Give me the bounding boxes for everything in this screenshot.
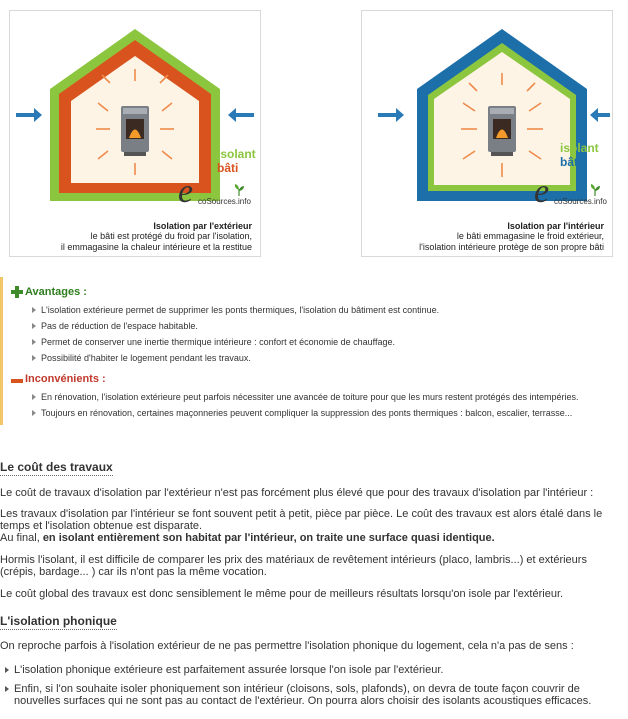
list-item: Possibilité d'habiter le logement pendant les travaux. <box>41 353 251 363</box>
label-bati: bâti <box>560 155 582 169</box>
list-item: Toujours en rénovation, certaines maçonneries peuvent compliquer la suppression des ponts thermiques : balcon, escalier, terrasse... <box>41 408 572 418</box>
advantages-title: Avantages : <box>25 286 87 298</box>
house-exterior-illustration <box>10 11 260 256</box>
paragraph: Le coût de travaux d'isolation par l'extérieur n'est pas forcément plus élevé que pour des travaux d'isolation par l'intérieur : <box>0 487 594 499</box>
paragraph: Hormis l'isolant, il est difficile de comparer les prix des matériaux de revêtement intérieurs (placo, lambris...) et extérieurs (crépis, bardage... ) car ils n'ont pas la même vocation. <box>0 554 587 578</box>
leaf-icon <box>588 183 602 197</box>
logo-mark: e <box>178 173 194 210</box>
caption-interior <box>419 221 604 253</box>
logo-mark: e <box>534 173 550 210</box>
section-heading-cost: Le coût des travaux <box>0 460 113 474</box>
section-heading-phonic: L'isolation phonique <box>0 614 117 628</box>
paragraph: On reproche parfois à l'isolation extérieur de ne pas permettre l'isolation phonique du logement, cela n'a pas de sens : <box>0 640 574 652</box>
caption-line: le bâti emmagasine le froid extérieur, <box>456 231 604 241</box>
label-isolant: isolant <box>217 147 256 161</box>
list-item: En rénovation, l'isolation extérieure peut parfois nécessiter une avancée de toiture pour que les murs restent protégés des intempéries. <box>41 392 579 402</box>
list-item: Pas de réduction de l'espace habitable. <box>41 321 198 331</box>
leaf-icon <box>232 183 246 197</box>
plus-icon <box>11 286 23 298</box>
pros-cons-box <box>0 277 628 425</box>
list-item: L'isolation extérieure permet de supprimer les ponts thermiques, l'isolation du bâtiment est continue. <box>41 305 439 315</box>
house-interior-illustration <box>362 11 612 256</box>
paragraph: Les travaux d'isolation par l'intérieur se font souvent petit à petit, pièce par pièce. Le coût des travaux est alors étalé dans le temps et l'isolation obtenue est disparate. Au final, en isolant entièrement son habitat par l'intérieur, on traite une surface quasi identique. <box>0 508 603 544</box>
list-item: Enfin, si l'on souhaite isoler phoniquement son intérieur (cloisons, sols, plafonds), on devra de toute façon couvrir de nouvelles surfaces qui ne sont pas au contact de l'extérieur. On pourra alors choisir des isolants acoustiques efficaces. <box>5 683 624 707</box>
logo-text: coSources.info <box>198 197 251 206</box>
list-item: L'isolation phonique extérieure est parfaitement assurée lorsque l'on isole par l'extérieur. <box>5 664 624 676</box>
paragraph: Le coût global des travaux est donc sensiblement le même pour de meilleurs résultats lorsqu'on isole par l'extérieur. <box>0 588 564 600</box>
diagram-interior-insulation <box>361 10 613 257</box>
caption-line: le bâti est protégé du froid par l'isolation, <box>90 231 252 241</box>
diagram-exterior-insulation <box>9 10 261 257</box>
caption-title: Isolation par l'intérieur <box>507 220 604 231</box>
list-item: Permet de conserver une inertie thermique intérieure : confort et économie de chauffage. <box>41 337 395 347</box>
minus-icon <box>11 375 23 387</box>
drawbacks-title: Inconvénients : <box>25 373 106 385</box>
label-bati: bâti <box>217 161 239 175</box>
caption-title: Isolation par l'extérieur <box>153 220 252 231</box>
caption-exterior <box>61 221 252 253</box>
caption-line: il emmagasine la chaleur intérieure et la restitue <box>60 241 252 252</box>
caption-line: l'isolation intérieure protège de son propre bâti <box>419 241 604 252</box>
logo-text: coSources.info <box>554 197 607 206</box>
label-isolant: isolant <box>560 141 599 155</box>
